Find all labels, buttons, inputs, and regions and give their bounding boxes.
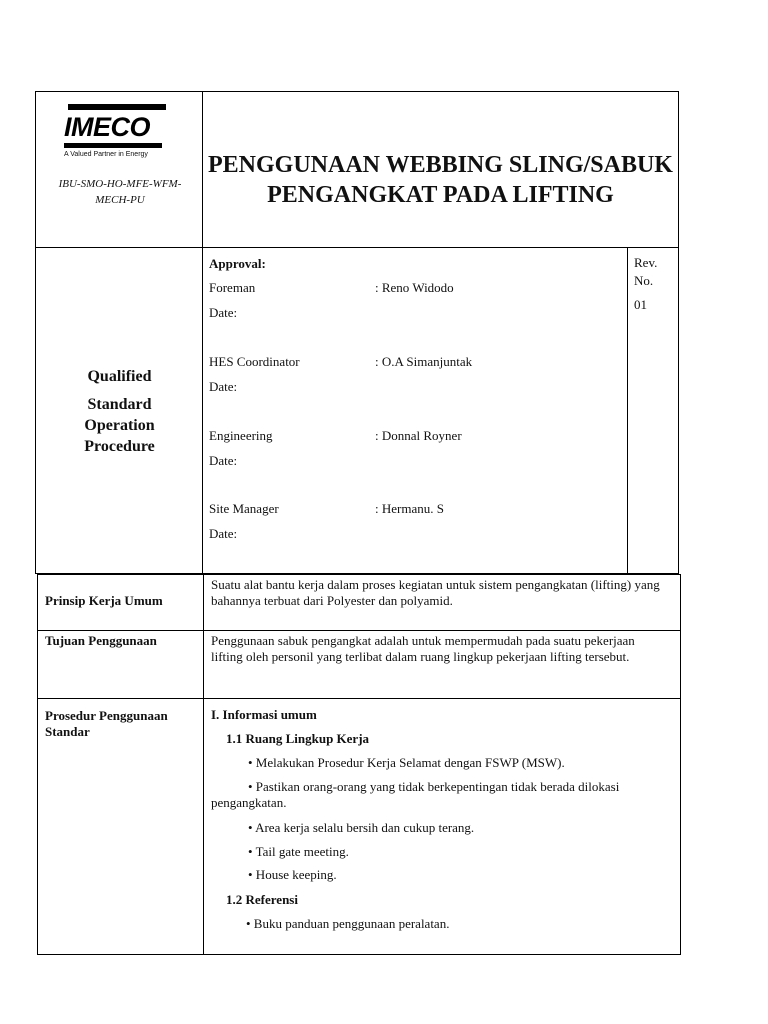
revision-label-1: Rev. — [634, 255, 658, 270]
approval-date-foreman: Date: — [209, 305, 238, 320]
prinsip-label-cell — [37, 574, 204, 631]
qsop-line-2: Standard — [87, 396, 152, 413]
approval-role-site-manager: Site Manager — [209, 501, 279, 516]
prinsip-text: Suatu alat bantu kerja dalam proses kegiatan untuk sistem pengangkatan (lifting) yang bahannya terbuat dari Polyester dan polyamid. — [211, 577, 660, 608]
approval-name-site-manager: : Hermanu. S — [375, 501, 444, 516]
approval-date-site-manager: Date: — [209, 526, 238, 541]
qsop-cell — [35, 247, 203, 574]
section-informasi-umum: I. Informasi umum — [211, 707, 317, 722]
tujuan-label-cell — [37, 630, 204, 699]
logo-bottom-bar — [64, 143, 162, 148]
header-title-cell — [202, 91, 679, 248]
revision-info — [634, 254, 657, 314]
approval-date-engineering: Date: — [209, 453, 238, 468]
header-logo-cell — [35, 91, 203, 248]
document-title: PENGGUNAAN WEBBING SLING/SABUK PENGANGKAT PADA LIFTING — [208, 152, 673, 208]
approval-name-engineering: : Donnal Royner — [375, 428, 462, 443]
list-item: • House keeping. — [248, 867, 337, 882]
prosedur-label-cell — [37, 698, 204, 955]
subsection-ruang-lingkup: 1.1 Ruang Lingkup Kerja — [226, 731, 370, 746]
prosedur-label: Prosedur Penggunaan Standar — [45, 708, 168, 739]
qsop-line-1: Qualified — [87, 368, 152, 385]
logo-top-bar — [68, 104, 166, 110]
document-code: IBU-SMO-HO-MFE-WFM-MECH-PU — [58, 178, 182, 206]
prosedur-content-cell — [203, 698, 681, 955]
list-item: • Buku panduan penggunaan peralatan. — [246, 916, 450, 931]
approval-role-foreman: Foreman — [209, 280, 256, 295]
approval-name-hes: : O.A Simanjuntak — [375, 354, 473, 369]
qsop-line-3: Operation — [84, 417, 155, 434]
imeco-logo — [64, 104, 169, 158]
prinsip-label: Prinsip Kerja Umum — [45, 593, 163, 608]
tujuan-label: Tujuan Penggunaan — [45, 633, 157, 648]
tujuan-text: Penggunaan sabuk pengangkat adalah untuk mempermudah pada suatu pekerjaan lifting oleh personil yang terlibat dalam ruang lingkup pekerjaan lifting tersebut. — [211, 633, 635, 664]
list-item: • Pastikan orang-orang yang tidak berkepentingan tidak berada dilokasi pengangkatan. — [211, 779, 620, 810]
qsop-line-4: Procedure — [84, 438, 155, 455]
revision-label-2: No. — [634, 273, 654, 288]
approval-role-hes: HES Coordinator — [209, 354, 300, 369]
list-item: • Area kerja selalu bersih dan cukup terang. — [248, 820, 475, 835]
approval-date-hes: Date: — [209, 379, 238, 394]
logo-name: IMECO — [64, 112, 151, 142]
logo-tagline: A Valued Partner in Energy — [64, 151, 148, 158]
approval-role-engineering: Engineering — [209, 428, 273, 443]
list-item: • Tail gate meeting. — [248, 844, 349, 859]
prinsip-content-cell — [203, 574, 681, 631]
subsection-referensi: 1.2 Referensi — [226, 892, 298, 907]
approval-name-foreman: : Reno Widodo — [375, 280, 454, 295]
approval-heading: Approval: — [209, 256, 266, 271]
approval-cell — [202, 247, 628, 574]
revision-cell — [627, 247, 679, 574]
qsop-label — [36, 366, 203, 457]
tujuan-content-cell — [203, 630, 681, 699]
list-item: • Melakukan Prosedur Kerja Selamat dengan FSWP (MSW). — [248, 755, 565, 770]
revision-number: 01 — [634, 297, 647, 312]
